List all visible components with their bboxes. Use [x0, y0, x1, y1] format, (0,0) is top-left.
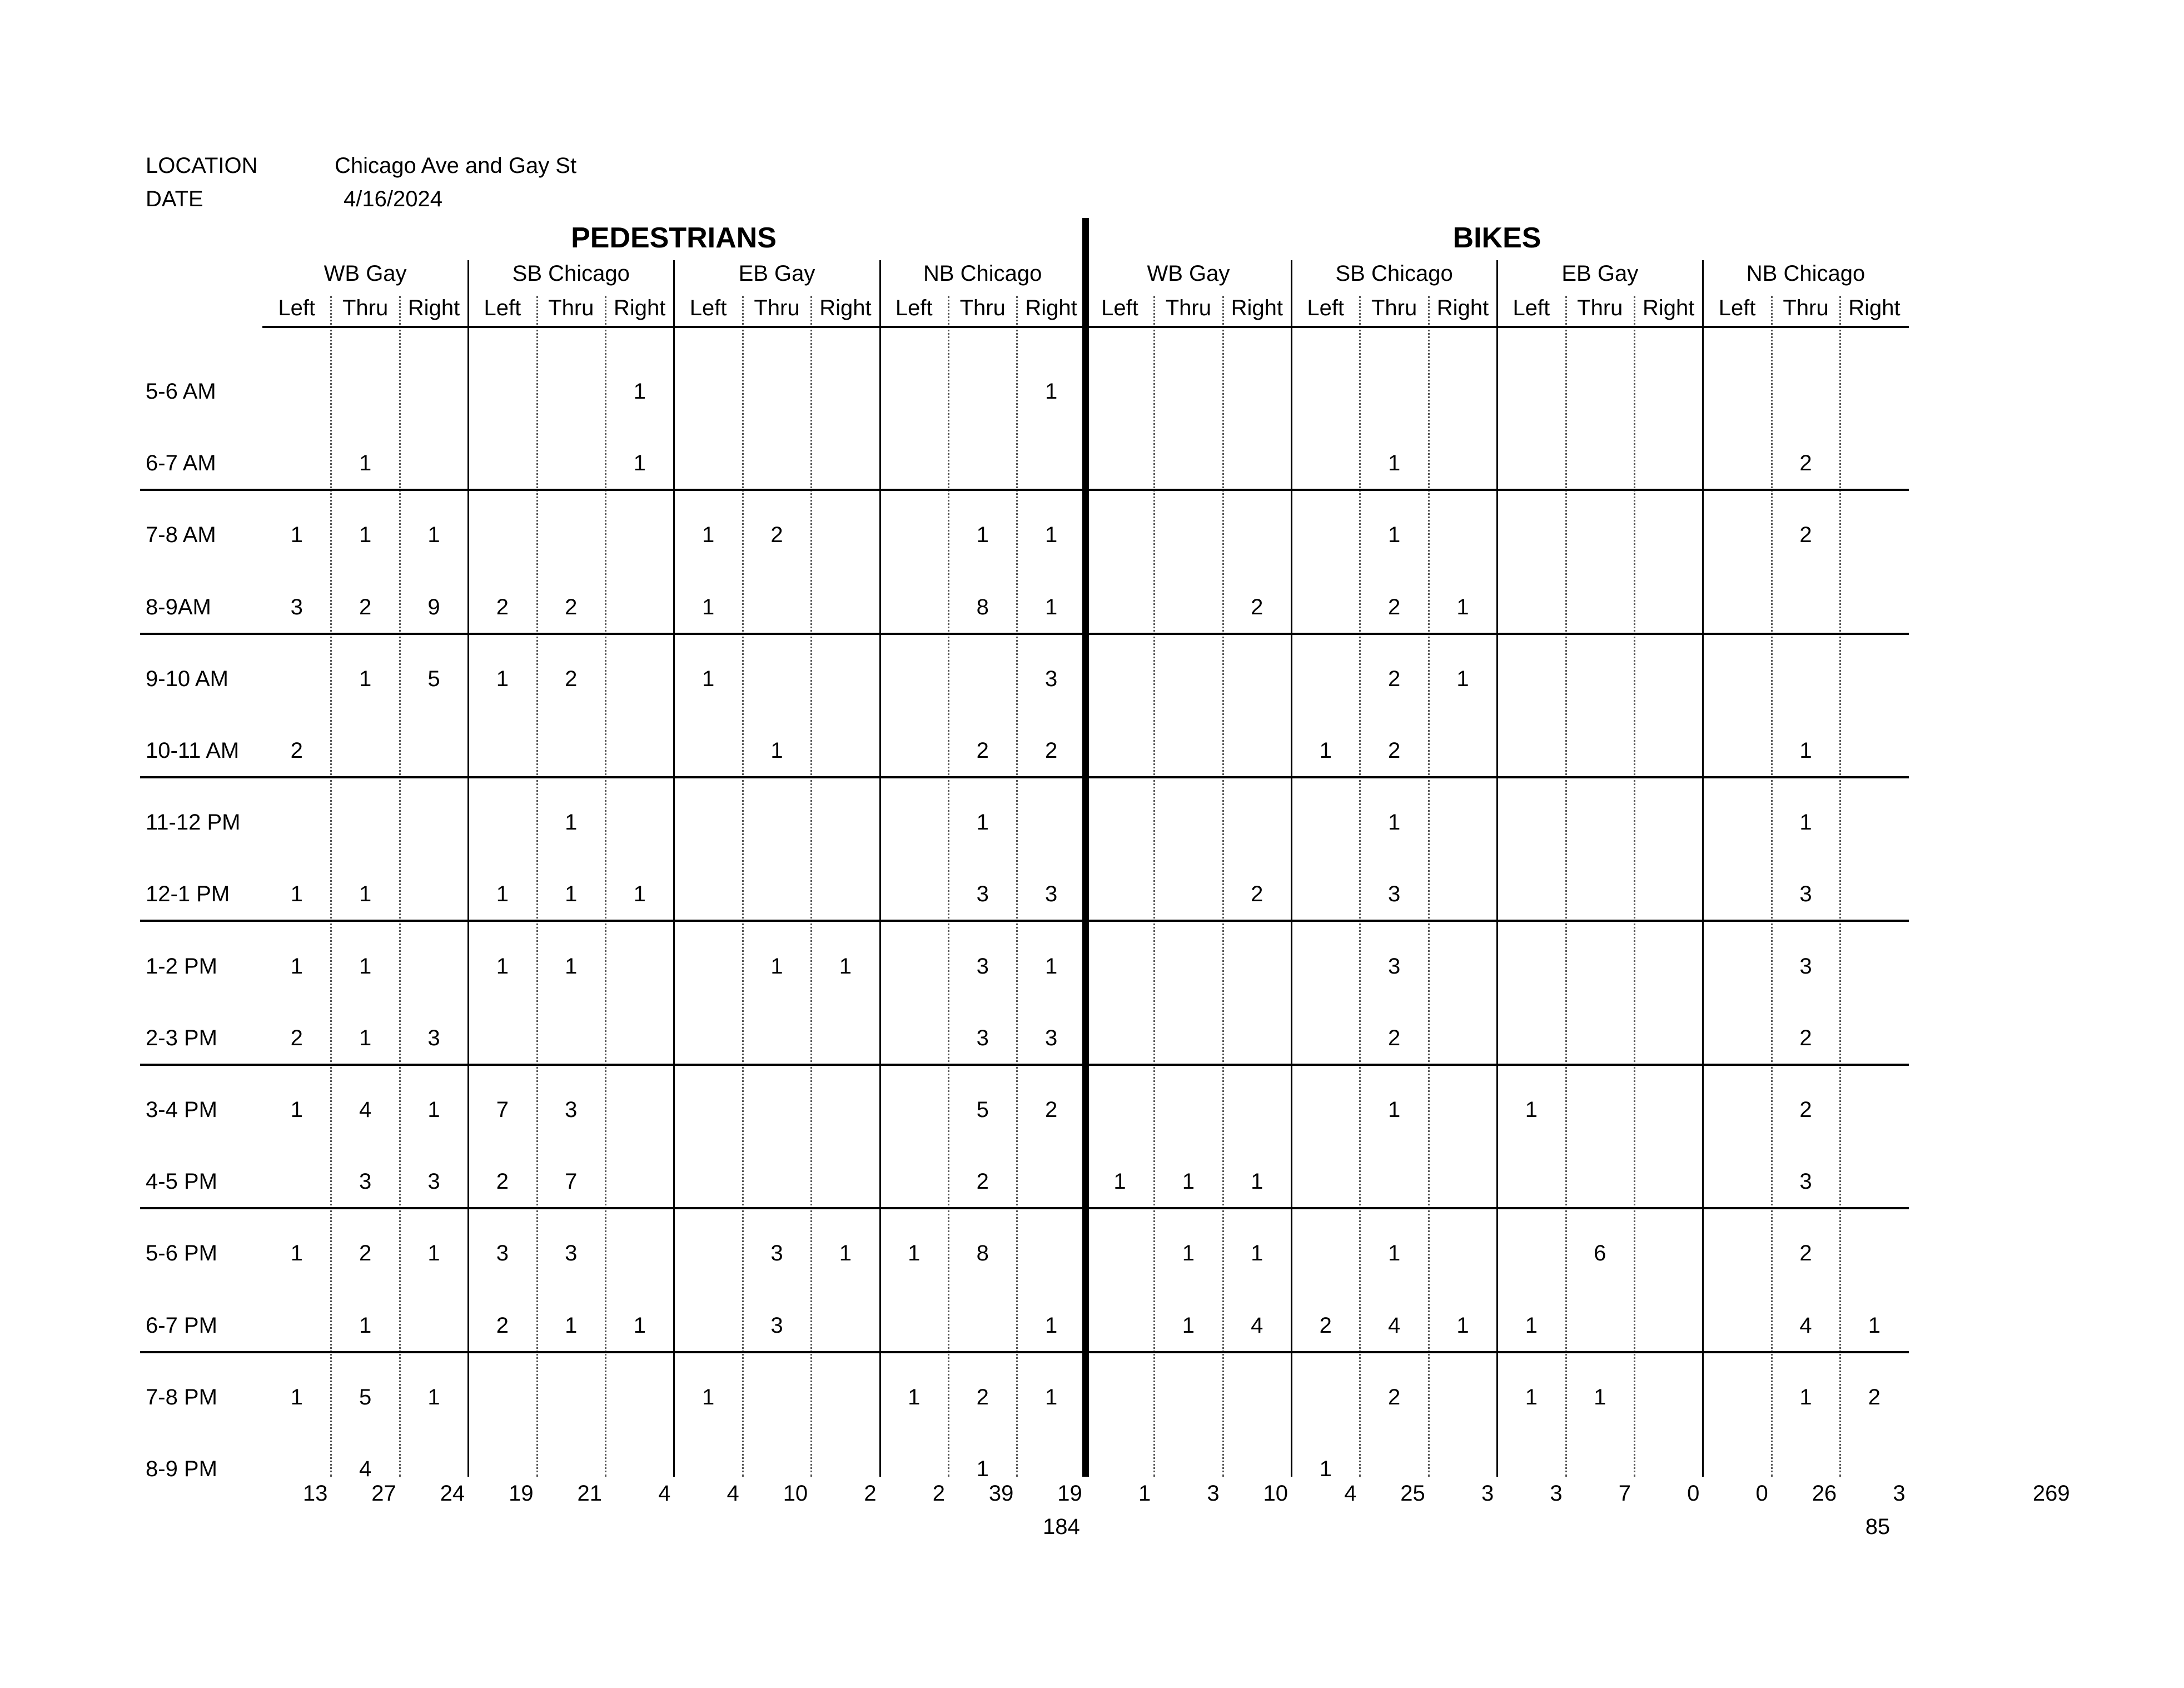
count-cell: 1 [290, 1098, 303, 1122]
count-cell: 2 [565, 666, 578, 691]
count-cell: 1 [1456, 1313, 1469, 1338]
count-cell: 1 [839, 954, 852, 979]
column-total: 26 [1812, 1481, 1837, 1506]
count-cell: 3 [976, 1025, 989, 1050]
count-cell: 1 [359, 451, 372, 476]
count-cell: 2 [770, 523, 783, 548]
column-total: 4 [1344, 1481, 1357, 1506]
column-total: 13 [302, 1481, 328, 1506]
count-cell: 3 [496, 1241, 509, 1266]
count-cell: 2 [976, 1169, 989, 1194]
count-cell: 1 [1456, 666, 1469, 691]
count-cell: 1 [496, 666, 509, 691]
count-cell: 3 [1387, 882, 1401, 907]
column-total: 19 [509, 1481, 534, 1506]
row-label: 6-7 AM [146, 451, 216, 476]
count-cell: 1 [1251, 1169, 1263, 1194]
column-divider [1839, 296, 1841, 1477]
count-cell: 3 [976, 882, 989, 907]
row-label: 5-6 PM [146, 1241, 217, 1266]
movement-header: Left [1513, 296, 1550, 320]
column-total: 19 [1057, 1481, 1082, 1506]
count-cell: 1 [702, 1384, 715, 1409]
header-rule [262, 326, 1909, 328]
count-cell: 5 [427, 666, 440, 691]
count-cell: 2 [290, 1025, 303, 1050]
count-cell: 2 [1387, 1025, 1401, 1050]
count-cell: 2 [1387, 666, 1401, 691]
count-cell: 1 [1594, 1384, 1606, 1409]
count-cell: 1 [1387, 1098, 1401, 1122]
count-cell: 2 [976, 738, 989, 763]
count-cell: 2 [496, 594, 509, 619]
count-cell: 2 [359, 594, 372, 619]
count-cell: 1 [565, 954, 578, 979]
movement-header: Left [689, 296, 727, 320]
count-cell: 1 [770, 738, 783, 763]
count-cell: 3 [565, 1241, 578, 1266]
count-cell: 1 [290, 1241, 303, 1266]
movement-header: Right [1025, 296, 1077, 320]
count-cell: 3 [290, 594, 303, 619]
column-total: 3 [1481, 1481, 1494, 1506]
movement-header: Thru [754, 296, 800, 320]
count-cell: 3 [565, 1098, 578, 1122]
movement-header: Left [1718, 296, 1756, 320]
count-cell: 9 [427, 594, 440, 619]
movement-header: Thru [1577, 296, 1623, 320]
count-cell: 3 [427, 1169, 440, 1194]
count-cell: 1 [359, 882, 372, 907]
grand-total: 269 [2032, 1481, 2070, 1506]
movement-header: Thru [1165, 296, 1211, 320]
direction-header: NB Chicago [923, 261, 1042, 286]
column-total: 2 [932, 1481, 945, 1506]
group-divider [673, 260, 675, 1477]
count-cell: 1 [702, 523, 715, 548]
direction-header: WB Gay [324, 261, 407, 286]
count-cell: 2 [1799, 1098, 1812, 1122]
count-cell: 1 [1251, 1241, 1263, 1266]
movement-header: Left [1101, 296, 1138, 320]
column-divider [399, 296, 401, 1477]
row-label: 12-1 PM [146, 882, 230, 907]
row-group-rule [140, 1351, 1909, 1353]
column-divider [810, 296, 812, 1477]
row-label: 3-4 PM [146, 1098, 217, 1122]
row-group-rule [140, 489, 1909, 491]
column-total: 7 [1618, 1481, 1631, 1506]
column-total: 3 [1207, 1481, 1220, 1506]
movement-header: Thru [1371, 296, 1417, 320]
column-total: 4 [727, 1481, 739, 1506]
count-cell: 3 [1799, 882, 1812, 907]
movement-header: Right [1231, 296, 1283, 320]
count-cell: 8 [976, 594, 989, 619]
count-cell: 5 [359, 1384, 372, 1409]
count-cell: 1 [1868, 1313, 1881, 1338]
column-total: 27 [371, 1481, 396, 1506]
count-cell: 1 [290, 1384, 303, 1409]
movement-header: Right [819, 296, 872, 320]
count-cell: 1 [1799, 1384, 1812, 1409]
location-value: Chicago Ave and Gay St [335, 153, 577, 178]
count-cell: 2 [1868, 1384, 1881, 1409]
count-cell: 1 [633, 451, 646, 476]
count-cell: 2 [1044, 738, 1058, 763]
count-cell: 1 [1387, 523, 1401, 548]
count-cell: 1 [1387, 810, 1401, 835]
count-cell: 1 [702, 594, 715, 619]
movement-header: Left [278, 296, 316, 320]
count-cell: 1 [1525, 1313, 1538, 1338]
count-cell: 2 [1799, 1025, 1812, 1050]
count-cell: 1 [565, 1313, 578, 1338]
count-cell: 1 [908, 1241, 921, 1266]
count-cell: 1 [976, 523, 989, 548]
count-cell: 1 [290, 882, 303, 907]
count-cell: 1 [1525, 1098, 1538, 1122]
count-cell: 2 [496, 1169, 509, 1194]
date-value: 4/16/2024 [344, 187, 442, 211]
movement-header: Left [1307, 296, 1345, 320]
column-total: 39 [988, 1481, 1014, 1506]
count-cell: 1 [1044, 954, 1058, 979]
count-cell: 1 [1044, 1313, 1058, 1338]
movement-header: Thru [959, 296, 1006, 320]
count-cell: 4 [1387, 1313, 1401, 1338]
column-divider [1634, 296, 1635, 1477]
column-total: 10 [783, 1481, 808, 1506]
count-cell: 2 [1799, 1241, 1812, 1266]
count-cell: 1 [1456, 594, 1469, 619]
row-label: 4-5 PM [146, 1169, 217, 1194]
movement-header: Right [1436, 296, 1489, 320]
count-cell: 8 [976, 1241, 989, 1266]
group-divider [467, 260, 469, 1477]
row-label: 7-8 AM [146, 523, 216, 548]
direction-header: EB Gay [738, 261, 815, 286]
count-cell: 4 [359, 1457, 372, 1481]
count-cell: 1 [976, 1457, 989, 1481]
count-cell: 3 [1044, 882, 1058, 907]
row-group-rule [140, 1207, 1909, 1209]
count-cell: 1 [1182, 1169, 1195, 1194]
count-cell: 2 [496, 1313, 509, 1338]
column-total: 21 [577, 1481, 602, 1506]
count-cell: 2 [1387, 1384, 1401, 1409]
count-cell: 2 [1799, 451, 1812, 476]
count-cell: 1 [976, 810, 989, 835]
count-cell: 1 [359, 523, 372, 548]
movement-header: Left [895, 296, 933, 320]
count-cell: 1 [1044, 1384, 1058, 1409]
row-group-rule [140, 920, 1909, 922]
row-label: 8-9AM [146, 594, 211, 619]
count-cell: 2 [1044, 1098, 1058, 1122]
count-cell: 4 [1799, 1313, 1812, 1338]
count-cell: 1 [1044, 523, 1058, 548]
movement-header: Thru [548, 296, 594, 320]
direction-header: NB Chicago [1746, 261, 1865, 286]
bike-total: 85 [1865, 1515, 1891, 1539]
column-divider [1153, 296, 1155, 1477]
count-cell: 7 [565, 1169, 578, 1194]
count-cell: 1 [565, 810, 578, 835]
count-cell: 3 [359, 1169, 372, 1194]
count-cell: 1 [770, 954, 783, 979]
column-total: 2 [864, 1481, 877, 1506]
column-total: 10 [1263, 1481, 1288, 1506]
count-cell: 1 [359, 1025, 372, 1050]
count-cell: 1 [908, 1384, 921, 1409]
pedestrian-total: 184 [1043, 1515, 1080, 1539]
count-cell: 2 [290, 738, 303, 763]
row-label: 8-9 PM [146, 1457, 217, 1481]
count-cell: 1 [1525, 1384, 1538, 1409]
count-cell: 3 [770, 1313, 783, 1338]
count-cell: 1 [839, 1241, 852, 1266]
count-cell: 1 [1113, 1169, 1126, 1194]
count-cell: 1 [290, 523, 303, 548]
count-cell: 1 [633, 1313, 646, 1338]
count-cell: 1 [1387, 1241, 1401, 1266]
group-divider [879, 260, 881, 1477]
count-cell: 3 [1799, 1169, 1812, 1194]
movement-header: Right [1643, 296, 1695, 320]
direction-header: EB Gay [1561, 261, 1639, 286]
count-cell: 1 [427, 1241, 440, 1266]
count-cell: 2 [1251, 594, 1263, 619]
movement-header: Thru [1783, 296, 1829, 320]
row-label: 1-2 PM [146, 954, 217, 979]
section-title-pedestrians: PEDESTRIANS [571, 222, 777, 254]
column-total: 0 [1755, 1481, 1768, 1506]
date-label: DATE [146, 187, 203, 211]
column-total: 3 [1893, 1481, 1906, 1506]
count-cell: 1 [1182, 1313, 1195, 1338]
count-cell: 2 [1799, 523, 1812, 548]
count-cell: 7 [496, 1098, 509, 1122]
count-cell: 1 [290, 954, 303, 979]
count-cell: 4 [359, 1098, 372, 1122]
group-divider [1496, 260, 1498, 1477]
column-total: 4 [658, 1481, 671, 1506]
count-cell: 1 [1387, 451, 1401, 476]
column-divider [1565, 296, 1567, 1477]
count-cell: 1 [1319, 1457, 1332, 1481]
count-cell: 2 [1387, 738, 1401, 763]
count-cell: 4 [1251, 1313, 1263, 1338]
count-cell: 1 [1182, 1241, 1195, 1266]
column-total: 1 [1138, 1481, 1151, 1506]
section-title-bikes: BIKES [1452, 222, 1541, 254]
row-group-rule [140, 1064, 1909, 1066]
count-cell: 3 [770, 1241, 783, 1266]
column-divider [1428, 296, 1430, 1477]
count-cell: 1 [496, 882, 509, 907]
count-cell: 6 [1594, 1241, 1606, 1266]
count-cell: 1 [565, 882, 578, 907]
row-label: 9-10 AM [146, 666, 228, 691]
column-total: 24 [440, 1481, 465, 1506]
movement-header: Right [407, 296, 460, 320]
count-cell: 1 [702, 666, 715, 691]
count-cell: 1 [427, 523, 440, 548]
movement-header: Right [614, 296, 666, 320]
count-cell: 1 [1044, 379, 1058, 404]
count-cell: 3 [1044, 666, 1058, 691]
count-cell: 3 [1799, 954, 1812, 979]
count-cell: 3 [427, 1025, 440, 1050]
direction-header: SB Chicago [512, 261, 630, 286]
count-cell: 1 [427, 1098, 440, 1122]
count-cell: 2 [976, 1384, 989, 1409]
row-label: 2-3 PM [146, 1025, 217, 1050]
count-cell: 1 [633, 882, 646, 907]
count-cell: 2 [1251, 882, 1263, 907]
count-cell: 2 [565, 594, 578, 619]
group-divider [1291, 260, 1292, 1477]
direction-header: WB Gay [1147, 261, 1230, 286]
column-divider [742, 296, 744, 1477]
count-cell: 3 [1044, 1025, 1058, 1050]
count-cell: 5 [976, 1098, 989, 1122]
row-label: 10-11 AM [146, 738, 240, 763]
direction-header: SB Chicago [1335, 261, 1453, 286]
row-label: 7-8 PM [146, 1384, 217, 1409]
row-group-rule [140, 633, 1909, 635]
count-cell: 3 [1387, 954, 1401, 979]
column-total: 0 [1687, 1481, 1700, 1506]
count-cell: 2 [359, 1241, 372, 1266]
count-cell: 1 [1799, 738, 1812, 763]
count-cell: 1 [1319, 738, 1332, 763]
count-cell: 3 [976, 954, 989, 979]
count-cell: 2 [1319, 1313, 1332, 1338]
count-cell: 1 [359, 666, 372, 691]
group-divider [1702, 260, 1704, 1477]
count-cell: 1 [633, 379, 646, 404]
count-cell: 1 [427, 1384, 440, 1409]
count-cell: 1 [359, 954, 372, 979]
count-cell: 1 [1799, 810, 1812, 835]
movement-header: Left [484, 296, 521, 320]
row-label: 5-6 AM [146, 379, 216, 404]
row-group-rule [140, 776, 1909, 778]
movement-header: Thru [342, 296, 389, 320]
location-label: LOCATION [146, 153, 258, 178]
row-label: 11-12 PM [146, 810, 241, 835]
count-cell: 2 [1387, 594, 1401, 619]
count-cell: 1 [359, 1313, 372, 1338]
movement-header: Right [1848, 296, 1901, 320]
section-divider [1082, 218, 1089, 1477]
column-total: 3 [1550, 1481, 1563, 1506]
row-label: 6-7 PM [146, 1313, 217, 1338]
count-cell: 1 [1044, 594, 1058, 619]
column-total: 25 [1400, 1481, 1425, 1506]
count-cell: 1 [496, 954, 509, 979]
